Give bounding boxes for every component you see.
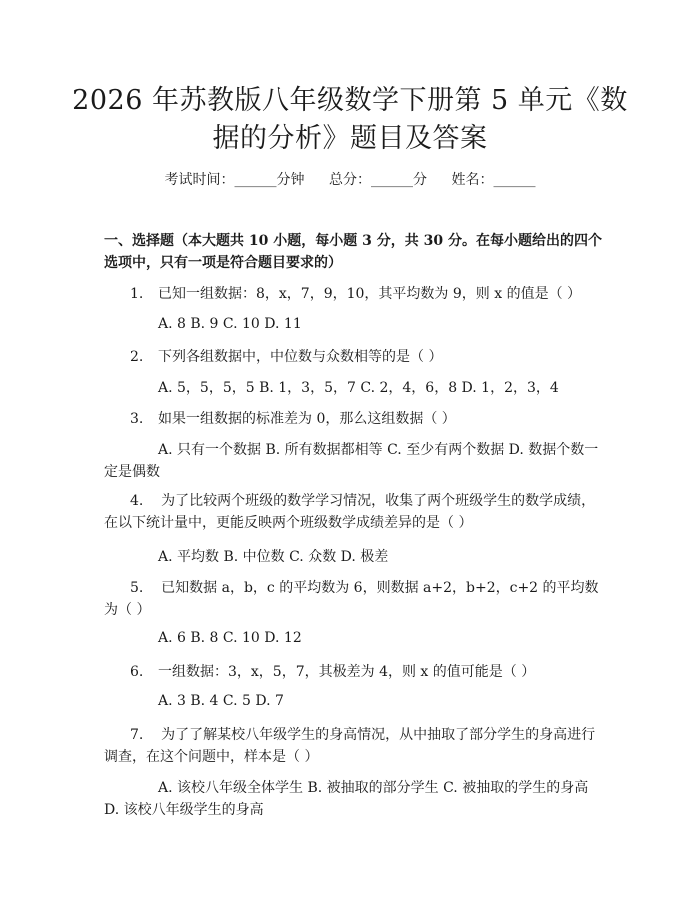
question-number: 6. xyxy=(130,664,144,680)
question-number: 2. xyxy=(130,349,144,365)
question-1-options: A. 8 B. 9 C. 10 D. 11 xyxy=(158,316,302,332)
question-6-options: A. 3 B. 4 C. 5 D. 7 xyxy=(158,693,284,709)
question-6-text: 一组数据：3，x，5，7，其极差为 4，则 x 的值可能是（ ） xyxy=(158,664,536,680)
question-4-options: A. 平均数 B. 中位数 C. 众数 D. 极差 xyxy=(158,549,389,565)
document-title-line-2: 据的分析》题目及答案 xyxy=(212,123,488,154)
exam-time: 考试时间：______分钟 xyxy=(164,172,305,188)
question-number: 4. xyxy=(130,493,144,509)
exam-total-score: 总分：______分 xyxy=(329,172,427,188)
question-2-options: A. 5，5，5，5 B. 1，3，5，7 C. 2，4，6，8 D. 1，2，3，4 xyxy=(158,380,559,396)
exam-student-name: 姓名：______ xyxy=(451,172,536,188)
question-7-text: 为了了解某校八年级学生的身高情况，从中抽取了部分学生的身高进行调查，在这个问题中，样本是（ ） xyxy=(104,727,596,765)
question-number: 5. xyxy=(130,580,144,596)
question-number: 7. xyxy=(130,727,144,743)
question-5-text: 已知数据 a，b，c 的平均数为 6，则数据 a+2，b+2，c+2 的平均数为（ ） xyxy=(104,580,599,618)
question-number: 3. xyxy=(130,411,144,427)
question-5 xyxy=(104,577,599,621)
question-4-text: 为了比较两个班级的数学学习情况，收集了两个班级学生的数学成绩，在以下统计量中，更能反映两个班级数学成绩差异的是（ ） xyxy=(104,493,596,531)
question-4 xyxy=(104,490,599,534)
question-2-text: 下列各组数据中，中位数与众数相等的是（ ） xyxy=(158,349,443,365)
question-7-options: A. 该校八年级全体学生 B. 被抽取的部分学生 C. 被抽取的学生的身高 D. 该校八年级学生的身高 xyxy=(104,780,589,818)
question-number: 1. xyxy=(130,286,144,302)
question-3-text: 如果一组数据的标准差为 0，那么这组数据（ ） xyxy=(158,411,456,427)
document-title-line-1: 2026 年苏教版八年级数学下册第 5 单元《数 xyxy=(72,85,628,116)
exam-info xyxy=(0,169,700,189)
question-5-options: A. 6 B. 8 C. 10 D. 12 xyxy=(158,630,302,646)
question-1-text: 已知一组数据：8，x，7，9，10，其平均数为 9，则 x 的值是（ ） xyxy=(158,286,582,302)
question-7 xyxy=(104,724,599,768)
question-3-options: A. 只有一个数据 B. 所有数据都相等 C. 至少有两个数据 D. 数据个数一定是偶数 xyxy=(104,442,599,480)
section-heading: 一、选择题（本大题共 10 小题，每小题 3 分，共 30 分。在每小题给出的四个选项中，只有一项是符合题目要求的） xyxy=(104,233,602,271)
